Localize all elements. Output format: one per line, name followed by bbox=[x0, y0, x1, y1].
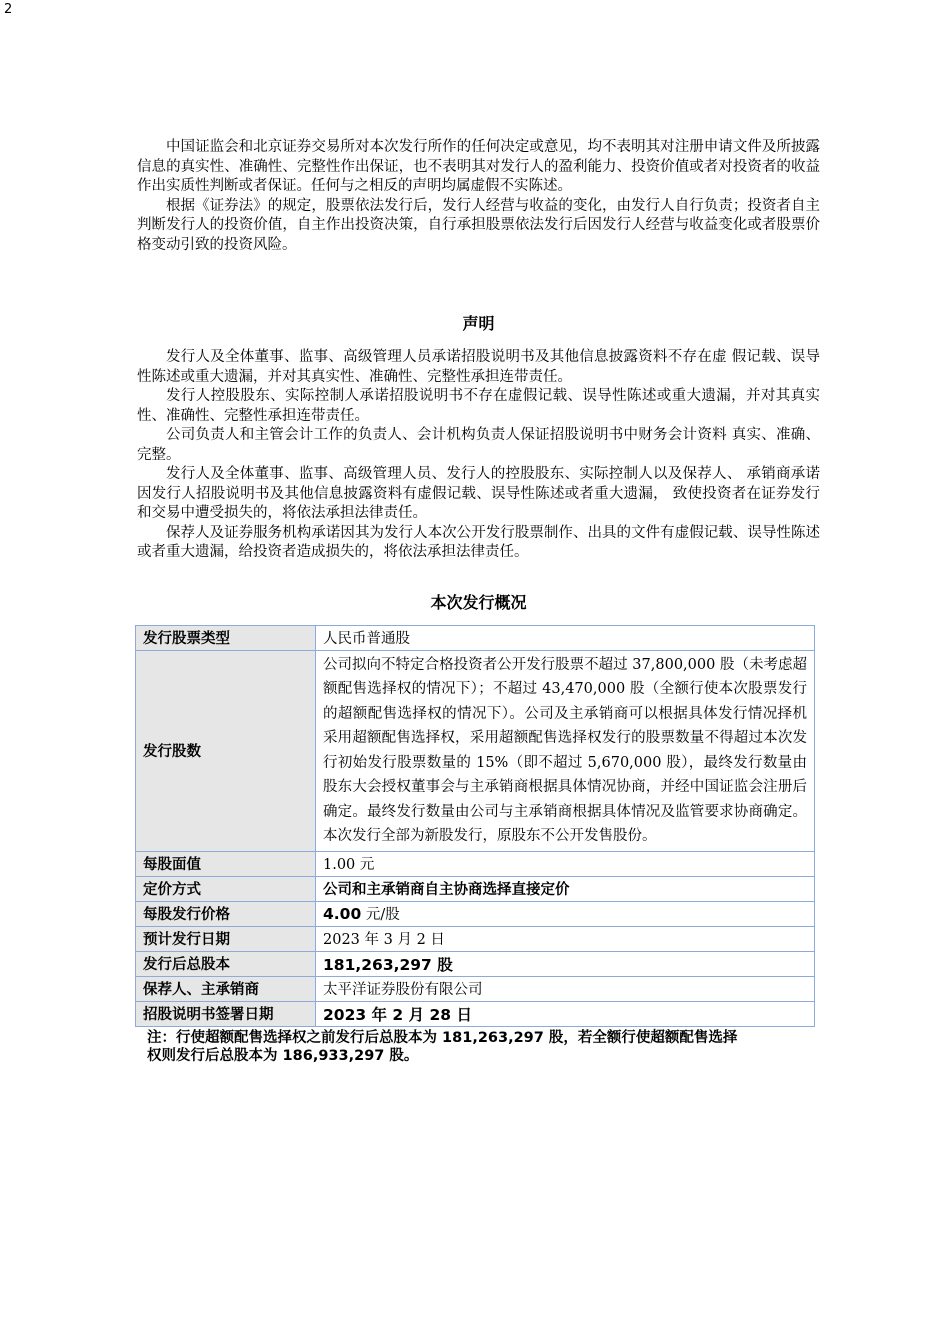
row-label: 发行股数 bbox=[136, 650, 316, 851]
intro-paragraph: 中国证监会和北京证券交易所对本次发行所作的任何决定或意见，均不表明其对注册申请文件及所披露信息的真实性、准确性、完整性作出保证，也不表明其对发行人的盈利能力、投资价值或者对投资者的收益作出实质性判断或者保证。任何与之相反的声明均属虚假不实陈述。 bbox=[137, 139, 820, 194]
row-value bbox=[316, 901, 815, 926]
row-label: 预计发行日期 bbox=[136, 926, 316, 951]
row-label: 发行股票类型 bbox=[136, 625, 316, 650]
row-label: 定价方式 bbox=[136, 876, 316, 901]
document-body bbox=[137, 138, 820, 1065]
row-value: 2023 年 3 月 2 日 bbox=[316, 926, 815, 951]
row-value: 公司拟向不特定合格投资者公开发行股票不超过 37,800,000 股（未考虑超额配售选择权的情况下）；不超过 43,470,000 股（全额行使本次股票发行的超额配售选择权的情况下）。公司及主承销商可以根据具体发行情况择机采用超额配售选择权，采用超额配售选择权发行的股票数量不得超过本次发行初始发行股票数量的 15%（即不超过 5,670,000 股），最终发行数量由股东大会授权董事会与主承销商根据具体情况协商，并经中国证监会注册后确定。最终发行数量由公司与主承销商根据具体情况及监管要求协商确定。本次发行全部为新股发行，原股东不公开发售股份。 bbox=[316, 650, 815, 851]
intro-paragraph: 根据《证券法》的规定，股票依法发行后，发行人经营与收益的变化，由发行人自行负责；投资者自主判断发行人的投资价值，自主作出投资决策，自行承担股票依法发行后因发行人经营与收益变化或者股票价格变动引致的投资风险。 bbox=[137, 197, 820, 253]
page-number: 2 bbox=[4, 2, 13, 17]
table-row bbox=[136, 650, 815, 851]
declaration-section bbox=[137, 348, 820, 563]
row-label: 每股发行价格 bbox=[136, 901, 316, 926]
row-label: 发行后总股本 bbox=[136, 951, 316, 976]
row-value: 公司和主承销商自主协商选择直接定价 bbox=[316, 876, 815, 901]
total-shares-unit: 股 bbox=[431, 955, 453, 974]
total-shares-amount: 181,263,297 bbox=[323, 955, 432, 974]
declaration-paragraph: 保荐人及证券服务机构承诺因其为发行人本次公开发行股票制作、出具的文件有虚假记载、误导性陈述或者重大遗漏，给投资者造成损失的，将依法承担法律责任。 bbox=[137, 524, 820, 560]
row-value: 太平洋证券股份有限公司 bbox=[316, 976, 815, 1001]
declaration-paragraph: 发行人控股股东、实际控制人承诺招股说明书不存在虚假记载、误导性陈述或重大遗漏，并对其真实性、准确性、完整性承担连带责任。 bbox=[137, 388, 820, 424]
table-row bbox=[136, 625, 815, 650]
row-label: 招股说明书签署日期 bbox=[136, 1001, 316, 1026]
price-amount: 4.00 bbox=[323, 905, 362, 923]
declaration-paragraph: 发行人及全体董事、监事、高级管理人员承诺招股说明书及其他信息披露资料不存在虚 假记载、误导性陈述或重大遗漏，并对其真实性、准确性、完整性承担连带责任。 bbox=[137, 349, 820, 385]
table-row bbox=[136, 951, 815, 976]
table-row bbox=[136, 926, 815, 951]
row-label: 每股面值 bbox=[136, 851, 316, 876]
intro-section bbox=[137, 138, 820, 255]
table-row bbox=[136, 851, 815, 876]
table-row bbox=[136, 1001, 815, 1026]
declaration-paragraph: 公司负责人和主管会计工作的负责人、会计机构负责人保证招股说明书中财务会计资料 真实、准确、完整。 bbox=[137, 427, 820, 463]
footnote-line: 权则发行后总股本为 186,933,297 股。 bbox=[147, 1047, 419, 1064]
row-value: 人民币普通股 bbox=[316, 625, 815, 650]
table-row bbox=[136, 901, 815, 926]
price-unit: 元/股 bbox=[361, 907, 400, 923]
declaration-title: 声明 bbox=[462, 314, 495, 333]
row-value bbox=[316, 951, 815, 976]
declaration-paragraph: 发行人及全体董事、监事、高级管理人员、发行人的控股股东、实际控制人以及保荐人、 承销商承诺因发行人招股说明书及其他信息披露资料有虚假记载、误导性陈述或者重大遗漏， 致使投资者在证券发行和交易中遭受损失的，将依法承担法律责任。 bbox=[137, 466, 820, 521]
table-row bbox=[136, 876, 815, 901]
sign-date: 2023 年 2 月 28 日 bbox=[323, 1005, 472, 1024]
table-row bbox=[136, 976, 815, 1001]
row-value bbox=[316, 1001, 815, 1026]
row-value: 1.00 元 bbox=[316, 851, 815, 876]
row-label: 保荐人、主承销商 bbox=[136, 976, 316, 1001]
footnote-line: 注：行使超额配售选择权之前发行后总股本为 181,263,297 股，若全额行使超额配售选择 bbox=[147, 1029, 738, 1046]
table-footnote bbox=[147, 1029, 817, 1065]
overview-title: 本次发行概况 bbox=[430, 592, 527, 612]
offering-overview-table bbox=[135, 625, 815, 1027]
